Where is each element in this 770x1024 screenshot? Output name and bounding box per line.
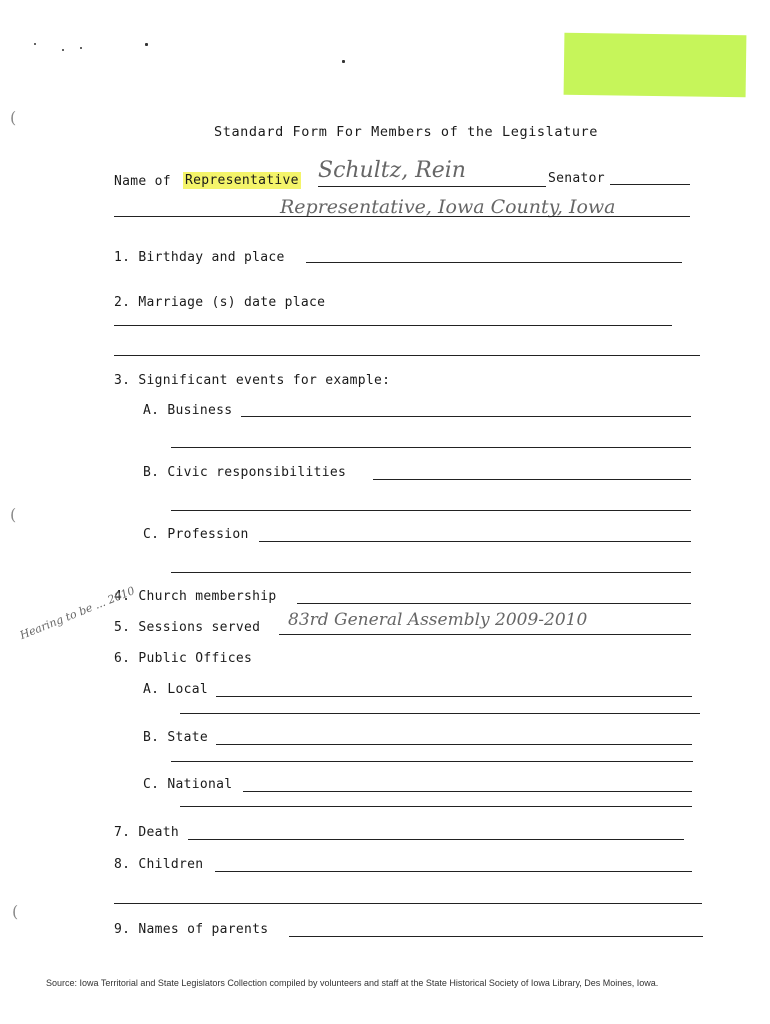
scan-mark: ( — [10, 108, 17, 127]
item-national: C. National — [143, 777, 233, 792]
scan-speck — [80, 47, 82, 49]
item-profession: C. Profession — [143, 527, 249, 542]
national-line-1 — [243, 791, 692, 792]
item-business: A. Business — [143, 403, 233, 418]
handwritten-sessions: 83rd General Assembly 2009-2010 — [288, 610, 588, 630]
handwritten-name: Schultz, Rein — [318, 158, 466, 183]
name-label: Name of — [114, 174, 171, 189]
death-line — [188, 839, 684, 840]
state-line-2 — [171, 761, 693, 762]
scan-speck — [145, 43, 148, 46]
children-line-2 — [114, 903, 702, 904]
sessions-line — [279, 634, 691, 635]
name-line — [318, 186, 546, 187]
scan-speck — [62, 49, 64, 51]
item-events: 3. Significant events for example: — [114, 373, 391, 388]
handwritten-subtitle: Representative, Iowa County, Iowa — [280, 196, 616, 218]
item-sessions: 5. Sessions served — [114, 620, 261, 635]
item-public-offices: 6. Public Offices — [114, 651, 253, 666]
profession-line-2 — [171, 572, 691, 573]
senator-label: Senator — [548, 171, 605, 186]
parents-line — [289, 936, 703, 937]
senator-line — [610, 184, 690, 185]
state-line-1 — [216, 744, 692, 745]
business-line-1 — [241, 416, 691, 417]
item-civic: B. Civic responsibilities — [143, 465, 347, 480]
item-church: 4. Church membership — [114, 589, 277, 604]
marriage-line-1 — [114, 325, 672, 326]
local-line-1 — [216, 696, 692, 697]
civic-line-1 — [373, 479, 691, 480]
scan-speck — [34, 43, 36, 45]
representative-label: Representative — [185, 173, 299, 188]
item-local: A. Local — [143, 682, 209, 697]
civic-line-2 — [171, 510, 691, 511]
item-state: B. State — [143, 730, 209, 745]
local-line-2 — [180, 713, 700, 714]
item-marriage: 2. Marriage (s) date place — [114, 295, 326, 310]
item-death: 7. Death — [114, 825, 180, 840]
scan-mark: ( — [10, 505, 17, 524]
church-line — [297, 603, 691, 604]
sticky-note — [564, 33, 747, 98]
item-birthday: 1. Birthday and place — [114, 250, 285, 265]
subtitle-line — [114, 216, 690, 217]
birthday-line — [306, 262, 682, 263]
item-children: 8. Children — [114, 857, 204, 872]
handwritten-margin-note: Hearing to be ... 2010 — [18, 584, 137, 643]
source-footer: Source: Iowa Territorial and State Legislators Collection compiled by volunteers and staff at the State Historical Society of Iowa Library, Des Moines, Iowa. — [46, 978, 659, 988]
item-parents: 9. Names of parents — [114, 922, 269, 937]
business-line-2 — [171, 447, 691, 448]
scan-speck — [342, 60, 345, 63]
profession-line-1 — [259, 541, 691, 542]
children-line-1 — [215, 871, 692, 872]
marriage-line-2 — [114, 355, 700, 356]
scan-mark: ( — [12, 902, 19, 921]
form-title: Standard Form For Members of the Legislature — [214, 124, 599, 140]
national-line-2 — [180, 806, 692, 807]
